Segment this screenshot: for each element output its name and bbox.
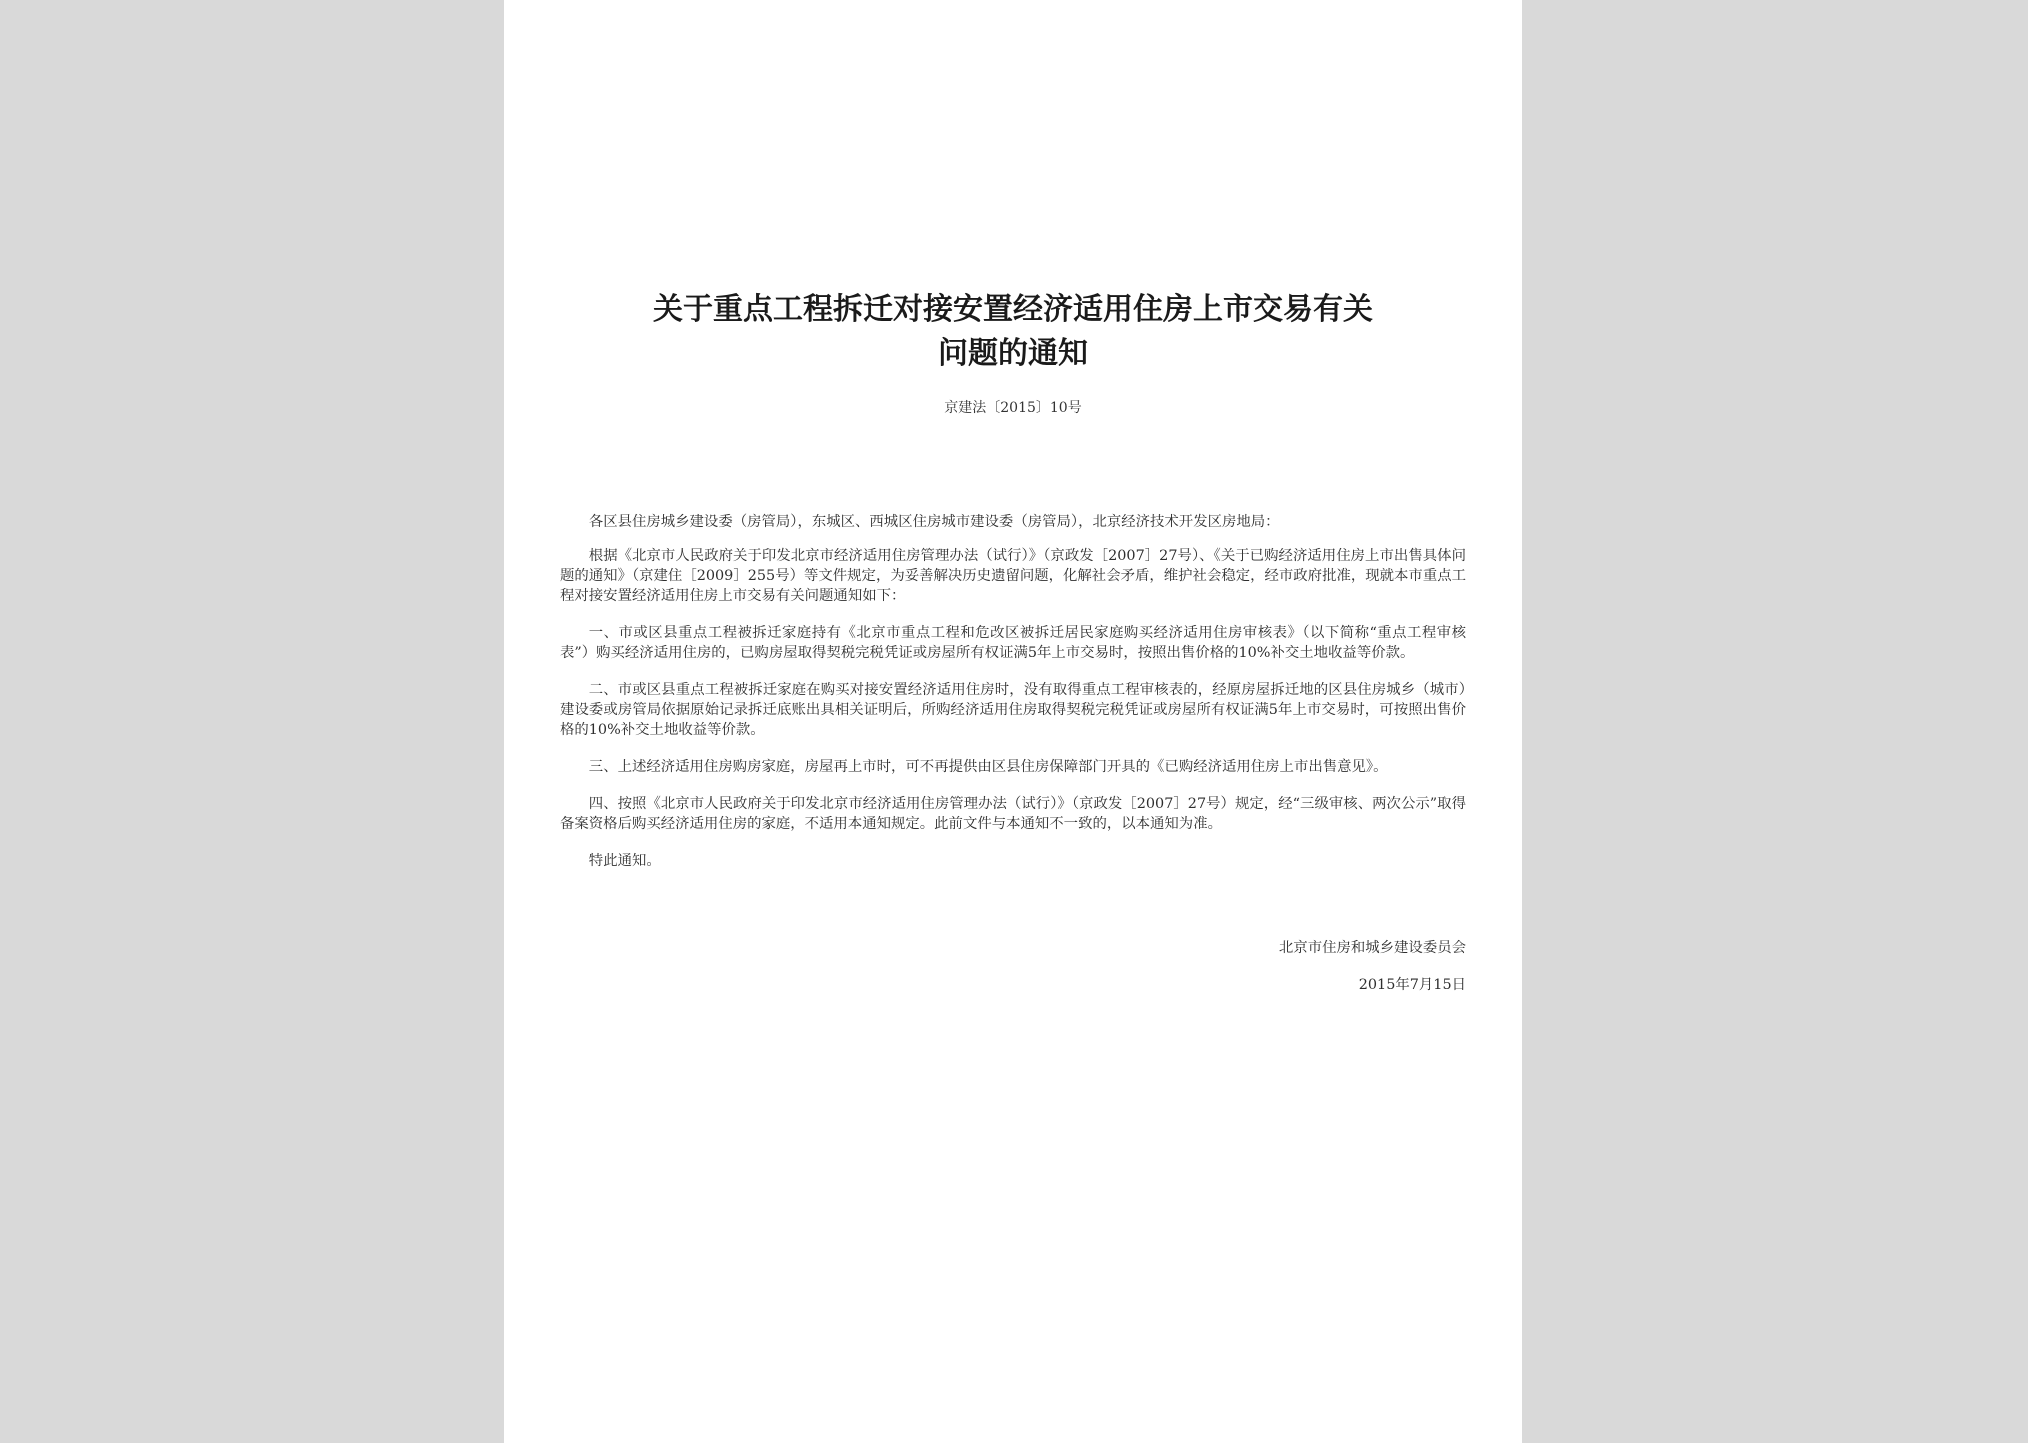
- paragraph-item-2: 二、市或区县重点工程被拆迁家庭在购买对接安置经济适用住房时，没有取得重点工程审核表的，经原房屋拆迁地的区县住房城乡（城市）建设委或房管局依据原始记录拆迁底账出具相关证明后，所购经济适用住房取得契税完税凭证或房屋所有权证满5年上市交易时，可按照出售价格的10%补交土地收益等价款。: [560, 682, 1466, 738]
- signature-date: 2015年7月15日: [1358, 977, 1466, 993]
- title-line-2: 问题的通知: [938, 336, 1088, 371]
- signature-organization: 北京市住房和城乡建设委员会: [1278, 940, 1466, 956]
- title-line-1: 关于重点工程拆迁对接安置经济适用住房上市交易有关: [653, 292, 1373, 327]
- paragraph-closing: 特此通知。: [588, 853, 661, 869]
- addressee: 各区县住房城乡建设委（房管局），东城区、西城区住房城市建设委（房管局），北京经济技术开发区房地局：: [588, 514, 1280, 530]
- paragraph-basis: 根据《北京市人民政府关于印发北京市经济适用住房管理办法（试行）》（京政发［2007］27号）、《关于已购经济适用住房上市出售具体问题的通知》（京建住［2009］255号）等文件规定，为妥善解决历史遗留问题，化解社会矛盾，维护社会稳定，经市政府批准，现就本市重点工程对接安置经济适用住房上市交易有关问题通知如下：: [560, 548, 1466, 604]
- document-number: 京建法〔2015〕10号: [944, 400, 1082, 416]
- paragraph-item-3: 三、上述经济适用住房购房家庭，房屋再上市时，可不再提供由区县住房保障部门开具的《已购经济适用住房上市出售意见》。: [588, 759, 1388, 775]
- document-body: [560, 512, 1466, 888]
- paragraph-item-4: 四、按照《北京市人民政府关于印发北京市经济适用住房管理办法（试行）》（京政发［2007］27号）规定，经“三级审核、两次公示”取得备案资格后购买经济适用住房的家庭，不适用本通知规定。此前文件与本通知不一致的，以本通知为准。: [560, 796, 1466, 832]
- document-page: [504, 0, 1522, 1443]
- document-title: [564, 288, 1462, 376]
- paragraph-item-1: 一、市或区县重点工程被拆迁家庭持有《北京市重点工程和危改区被拆迁居民家庭购买经济适用住房审核表》（以下简称“重点工程审核表”）购买经济适用住房的，已购房屋取得契税完税凭证或房屋所有权证满5年上市交易时，按照出售价格的10%补交土地收益等价款。: [560, 625, 1466, 661]
